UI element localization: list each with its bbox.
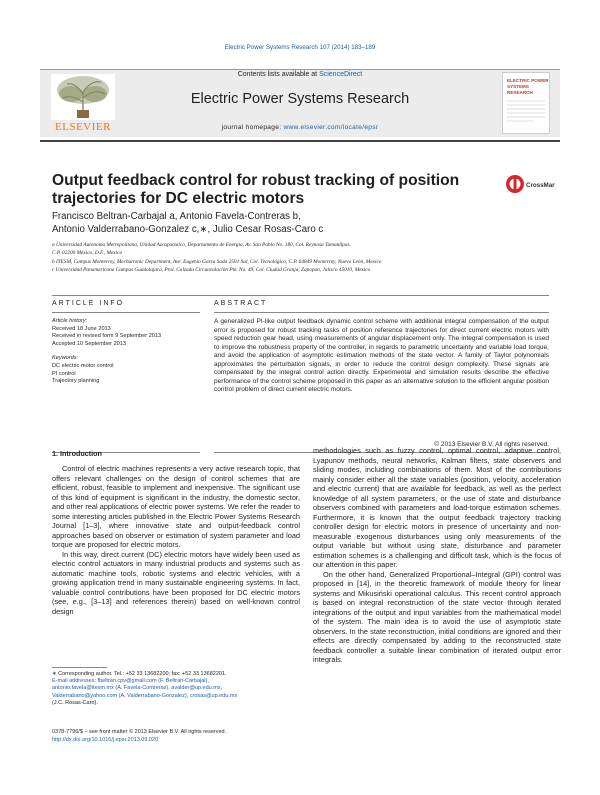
email-line: (J.C. Rosas-Caro). xyxy=(52,699,98,706)
article-info-heading: ARTICLE INFO xyxy=(52,300,125,307)
abstract-rule xyxy=(214,312,549,313)
keyword-item: Trajectory planning xyxy=(52,378,100,385)
elsevier-logo xyxy=(47,72,119,134)
contents-line xyxy=(150,71,450,78)
sciencedirect-link[interactable]: ScienceDirect xyxy=(319,71,363,78)
issn-line: 0378-7796/$ – see front matter © 2013 Elsevier B.V. All rights reserved. xyxy=(52,729,227,735)
doi-link[interactable]: http://dx.doi.org/10.1016/j.epsr.2013.09.020 xyxy=(52,736,159,743)
body-column-right xyxy=(313,446,561,665)
homepage-prefix: journal homepage: xyxy=(221,124,284,131)
article-title: Output feedback control for robust tracking of position trajectories for DC electric motors xyxy=(52,172,460,207)
crossmark-badge[interactable] xyxy=(505,172,555,196)
body-paragraph: In this way, direct current (DC) electric motors have widely been used as electric control actuators in many industrial products and systems such as automatic machine tools, robotic systems and electric vehicles, with a growing application trend in many sustainable engineering systems. In fact, valuable control contributions have been proposed for DC electric motors (see, e.g., [3–13] and references therein) based on well-known control design xyxy=(52,549,300,616)
journal-citation[interactable]: Electric Power Systems Research 107 (2014) 183–189 xyxy=(224,44,376,51)
journal-title: Electric Power Systems Research xyxy=(190,91,410,107)
affiliation-a-cont: C.P. 02200 México, D.F., Mexico xyxy=(52,250,123,257)
introduction-heading: 1. Introduction xyxy=(52,449,102,458)
keywords-label: Keywords: xyxy=(52,355,79,362)
elsevier-wordmark: ELSEVIER xyxy=(55,121,111,133)
affiliation-c: c Universidad Panamericana Campus Guadalajara, Prol. Calzada Circunvalación Pte. No. 49, Col. Ciudad Granja, Zapopan, Jalisco 45010, Mexico xyxy=(52,267,371,274)
history-label: Article history: xyxy=(52,318,88,324)
email-line[interactable]: antonio.favela@itesm.mx (A. Favela-Contreras), avalder@up.edu.mx, xyxy=(52,685,223,692)
affiliation-b: b ITESM, Campus Monterrey, Mechatronic Department, Ave. Eugenio Garza Sada 2501 Sur, Col. Tecnológico, C.P. 64849 Monterrey, Nuevo León, Mexico xyxy=(52,258,382,265)
article-info-rule xyxy=(52,312,200,313)
email-line[interactable]: Valderrabano@yahoo.com (A. Valderrabano-Gonzalez), crosas@up.edu.mx xyxy=(52,692,238,699)
footnote-rule xyxy=(52,667,107,668)
revised-date: Received in revised form 9 September 2013 xyxy=(52,333,162,340)
header-rule xyxy=(40,140,560,142)
homepage-line xyxy=(150,124,450,131)
svg-text:SYSTEMS: SYSTEMS xyxy=(507,84,529,89)
abstract-text: A generalized PI-like output feedback dynamic control scheme with additional integral compensation of the output error is proposed for robust tracking tasks of position reference trajectories for direct current electric motors with speed reduction gear head, using measurements of angular displacement only. The integral compensation is used to improve the robustness property of the controller, in regards to parametric uncertainty and variable load torque, and avoid the application of asymptotic estimation methods of the state vector. A family of Taylor polynomials approximates the perturbation signals, in order to reduce the control design complexity. These signals are compensated by the integral control action directly. Experimental and simulation results describe the effective performance of the control scheme proposed in this paper as an alternative solution to the efficient angular position control problem of direct current electric motors. xyxy=(214,318,549,394)
issn-block xyxy=(52,729,300,744)
article-info xyxy=(52,318,202,386)
section-rule xyxy=(52,295,549,296)
body-paragraph: Control of electric machines represents a very active research topic, that offers relevant challenges on the design of control schemes that are efficient, robust, feasible to implement and inexpensive. The significant use of this kind of equipment is significant in the industry, the domestic sector, and other real applications of electric power systems. We refer the reader to some interesting articles published in the Electric Power Systems Research Journal [1–3], where innovative state and output-feedback control approaches based on observer or estimation of system parameter and load torque are proposed for electric motors. xyxy=(52,464,300,549)
keyword-item: PI control xyxy=(52,370,76,377)
copyright-line: © 2013 Elsevier B.V. All rights reserved. xyxy=(434,441,549,448)
received-date: Received 18 June 2013 xyxy=(52,325,111,332)
homepage-link[interactable]: www.elsevier.com/locate/epsr xyxy=(283,124,379,131)
affiliation-a: a Universidad Autonoma Metropolitana, Unidad Azcapotzalco, Departamento de Energía, Av. San Pablo No. 180, Col. Reynosa Tamaulipas, xyxy=(52,242,351,248)
journal-cover-thumbnail xyxy=(502,72,550,134)
corresponding-author-note: ∗ Corresponding author. Tel.: +52 33 13682200; fax: +52 33 13682201. xyxy=(52,671,227,677)
crossmark-label: CrossMark xyxy=(526,182,555,189)
authors-line-1: Francisco Beltran-Carbajal a, Antonio Favela-Contreras b, xyxy=(52,211,301,222)
body-paragraph: methodologies such as fuzzy control, optimal control, adaptive control, Lyapunov methods, neural networks, Kalman filters, state observers and sliding modes, including combinations of them. Most of the contributions mainly consider either all the state variables (position, velocity, acceleration and electric current) that are available for feedback, as well as the perfect knowledge of all system parameters, or the use of state and disturbance observers combined with parameters and load-torque estimation schemes. Furthermore, it is known that the output feedback trajectory tracking controller design for electric motors in presence of uncertainty and non-measurable exogenous disturbances using only measurements of the output variable but without using state, disturbance and parameter estimation schemes is a challenging and difficult task, which is the focus of our attention in this paper. xyxy=(313,446,561,569)
abstract-heading: ABSTRACT xyxy=(214,300,268,307)
svg-text:RESEARCH: RESEARCH xyxy=(507,90,533,95)
affiliations xyxy=(52,241,552,275)
contents-prefix: Contents lists available at xyxy=(237,71,320,78)
email-line[interactable]: E-mail addresses: fbeltran.cpv@gmail.com (F. Beltran-Carbajal), xyxy=(52,678,209,685)
author-list xyxy=(52,210,522,236)
authors-line-2: Antonio Valderrabano-Gonzalez c,∗, Julio Cesar Rosas-Caro c xyxy=(52,224,324,235)
body-paragraph: On the other hand, Generalized Proportional–Integral (GPI) control was proposed in [14], in the theoretic framework of module theory for linear systems and Mikusiński operational calculus. This recent control approach is based on integral reconstruction of the state vector through iterated integrations of the output and input variables from the mathematical model of the system. The main idea is to avoid the use of asymptotic state observers. In the state reconstruction, initial conditions are ignored and their effects are directly compensated by adding to the reconstructed state feedback controller a suitable linear combination of iterated output error integrals. xyxy=(313,569,561,664)
footnotes xyxy=(52,671,300,707)
keyword-item: DC electric motor control xyxy=(52,362,114,369)
accepted-date: Accepted 10 September 2013 xyxy=(52,340,127,347)
svg-text:ELECTRIC POWER: ELECTRIC POWER xyxy=(507,78,549,83)
body-column-left xyxy=(52,464,300,616)
